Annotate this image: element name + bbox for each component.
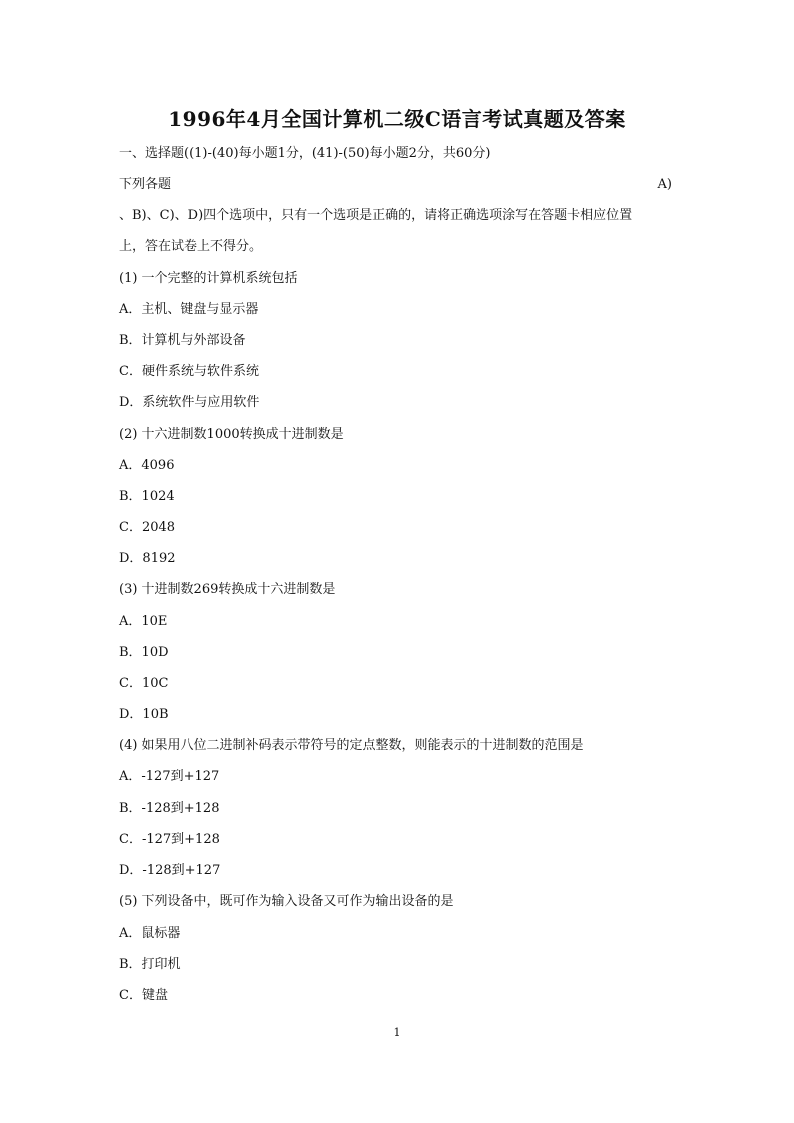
question-option: B．10D [119,645,169,660]
question-stem: (3) 十进制数269转换成十六进制数是 [119,582,336,597]
question-option: A．4096 [119,458,175,473]
question-option: D．8192 [119,551,176,566]
page-number: 1 [393,1026,401,1039]
question-option: C．硬件系统与软件系统 [119,364,259,379]
section-heading: 一、选择题((1)-(40)每小题1分，(41)-(50)每小题2分，共60分) [119,146,491,161]
instructions-part1-right: A) [657,177,672,192]
question-option: C．-127到+128 [119,832,220,847]
document-title: 1996年4月全国计算机二级C语言考试真题及答案 [168,107,626,131]
question-option: B．-128到+128 [119,801,220,816]
question-option: A．10E [119,614,168,629]
question-option: C．10C [119,676,169,691]
instructions-part2: 、B)、C)、D)四个选项中，只有一个选项是正确的，请将正确选项涂写在答题卡相应位置 [119,208,633,223]
question-option: D．系统软件与应用软件 [119,395,260,410]
question-option: D．-128到+127 [119,863,221,878]
instructions-part1: 下列各题 [119,177,172,192]
question-option: A．鼠标器 [119,926,181,941]
question-option: B．1024 [119,489,175,504]
question-option: C．键盘 [119,988,168,1003]
question-option: B．打印机 [119,957,181,972]
question-option: A．-127到+127 [119,769,220,784]
instructions-part3: 上，答在试卷上不得分。 [119,239,263,254]
question-stem: (1) 一个完整的计算机系统包括 [119,271,298,286]
question-option: A．主机、键盘与显示器 [119,302,259,317]
question-option: D．10B [119,707,169,722]
question-option: B．计算机与外部设备 [119,333,246,348]
question-stem: (5) 下列设备中，既可作为输入设备又可作为输出设备的是 [119,894,454,909]
question-option: C．2048 [119,520,176,535]
question-stem: (2) 十六进制数1000转换成十进制数是 [119,427,344,442]
question-stem: (4) 如果用八位二进制补码表示带符号的定点整数，则能表示的十进制数的范围是 [119,738,584,753]
